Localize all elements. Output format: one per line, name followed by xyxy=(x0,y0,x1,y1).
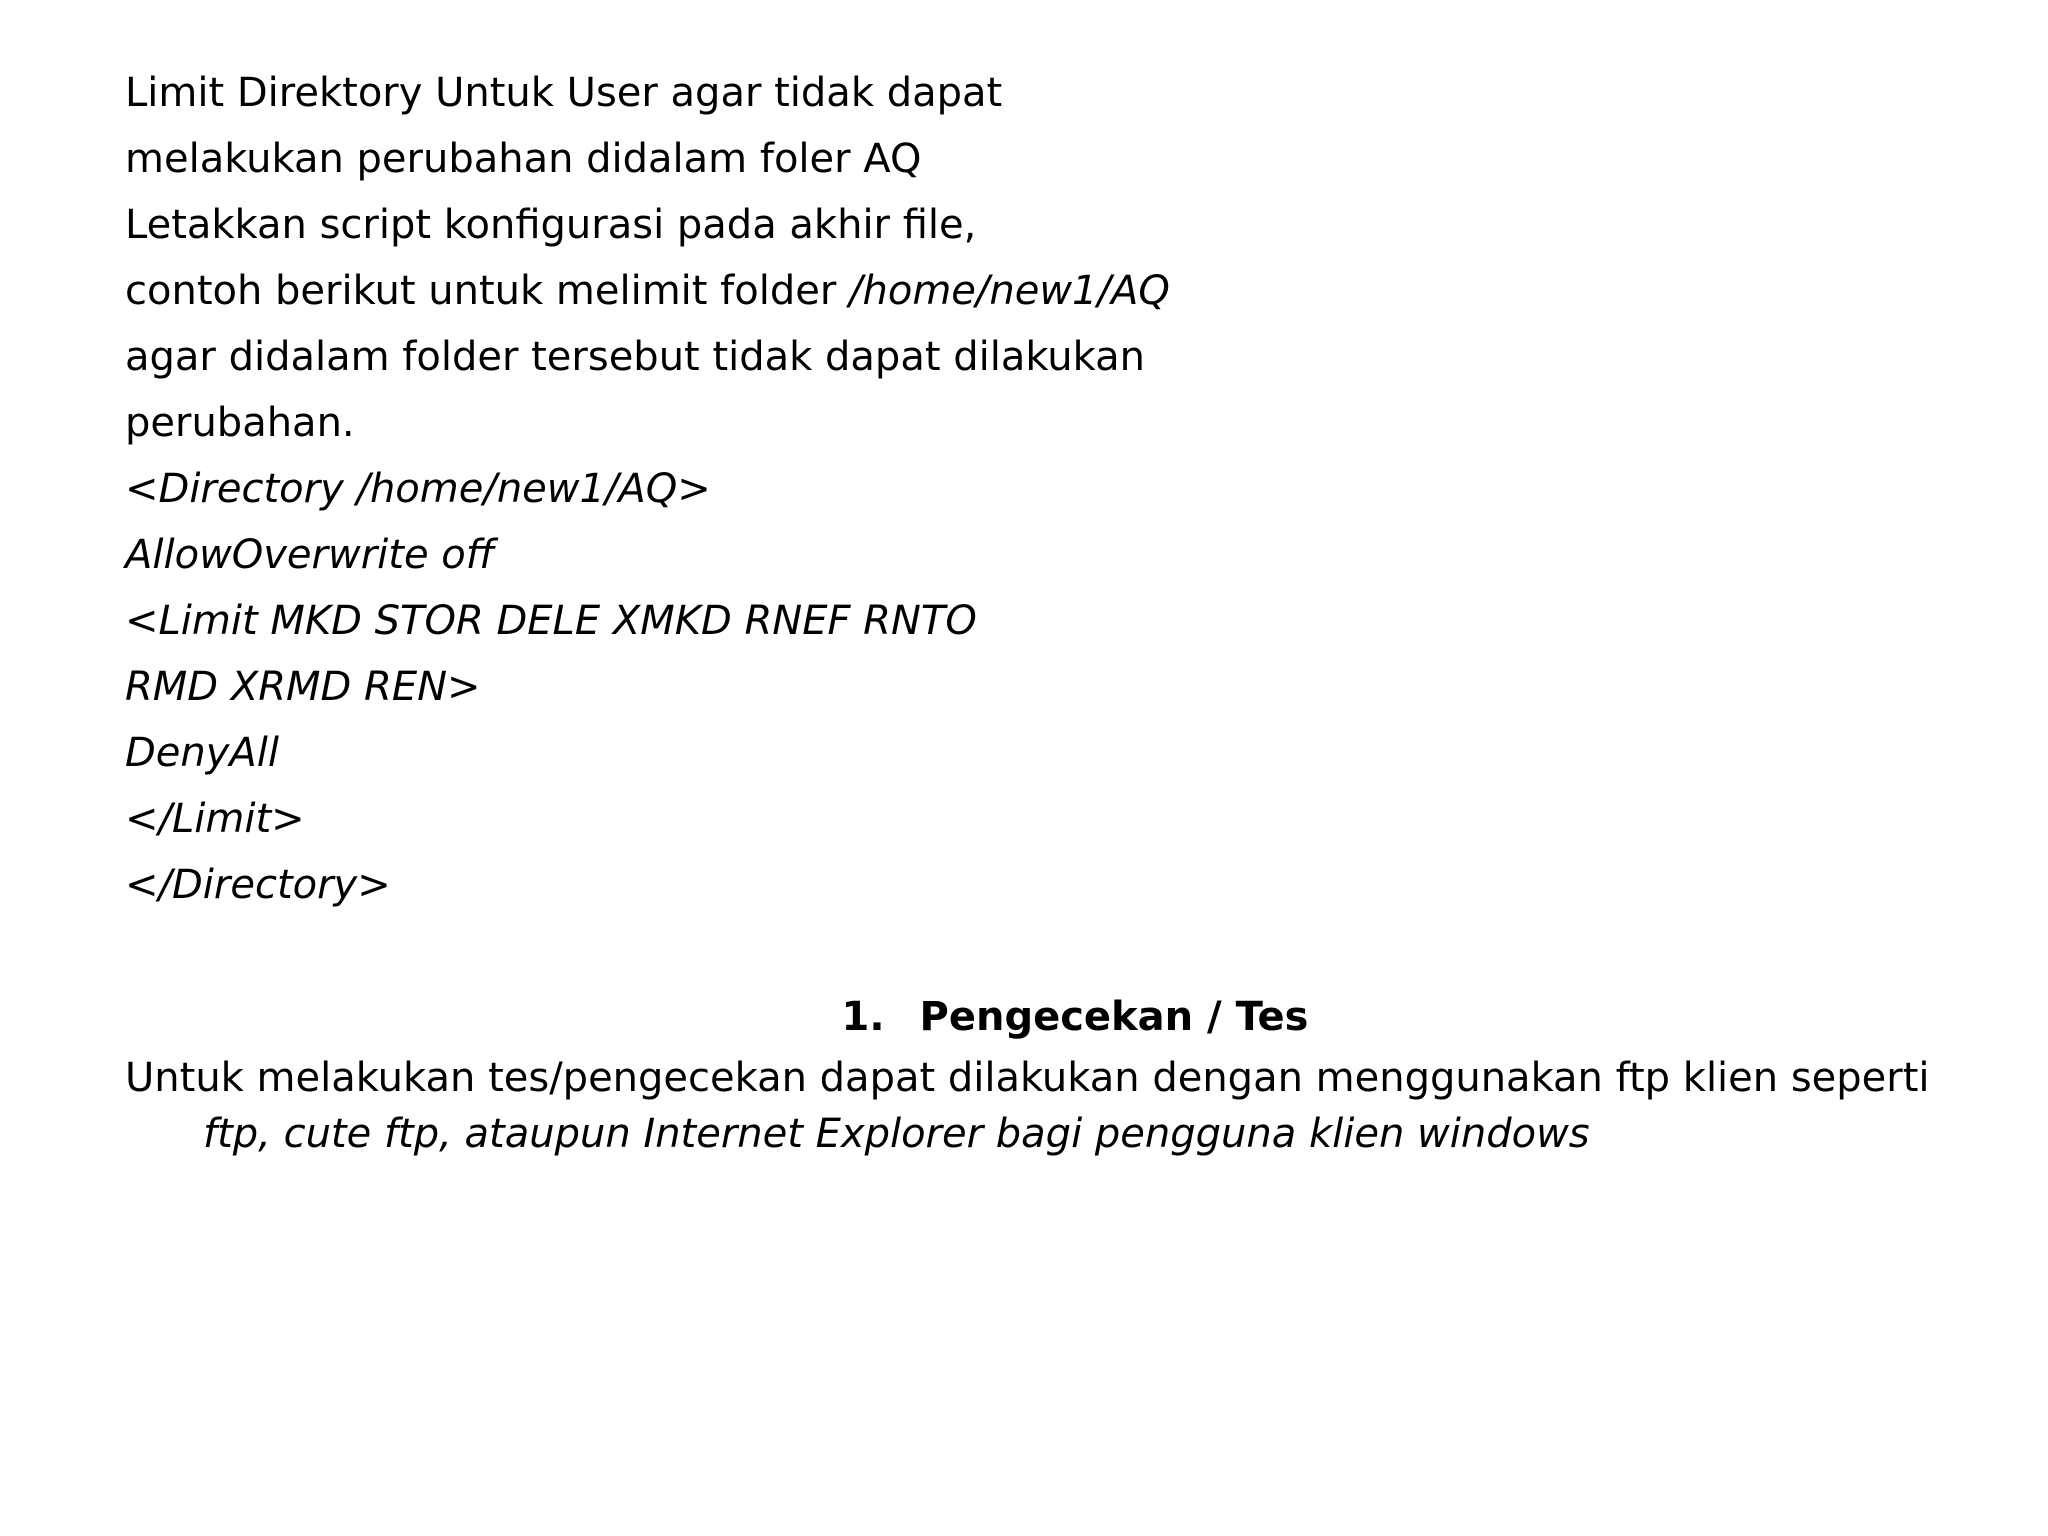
code-line-3: <Limit MKD STOR DELE XMKD RNEF RNTO xyxy=(125,598,977,644)
intro-line-4-text: contoh berikut untuk melimit folder xyxy=(125,268,850,314)
intro-line-3: Letakkan script konfigurasi pada akhir file, xyxy=(125,202,977,248)
folder-path: /home/new1/AQ xyxy=(849,268,1170,314)
intro-line-4 xyxy=(125,258,1925,324)
section-title: Pengecekan / Tes xyxy=(919,994,1309,1040)
code-line-5: DenyAll xyxy=(125,730,280,776)
body-text: Untuk melakukan tes/pengecekan dapat dilakukan dengan menggunakan ftp klien seperti xyxy=(125,1055,1930,1101)
body-client-list: ftp, cute ftp, ataupun Internet Explorer bagi pengguna klien windows xyxy=(203,1111,1590,1157)
section-heading xyxy=(125,984,1925,1050)
code-line-7: </Directory> xyxy=(125,862,391,908)
intro-line-2: melakukan perubahan didalam foler AQ xyxy=(125,136,922,182)
intro-line-5: agar didalam folder tersebut tidak dapat dilakukan xyxy=(125,334,1145,380)
code-line-2: AllowOverwrite off xyxy=(125,532,495,578)
code-line-6: </Limit> xyxy=(125,796,305,842)
intro-line-1: Limit Direktory Untuk User agar tidak dapat xyxy=(125,70,1003,116)
body-paragraph xyxy=(125,1050,1963,1162)
code-line-1: <Directory /home/new1/AQ> xyxy=(125,466,711,512)
slide-content xyxy=(125,60,1930,1162)
code-line-4: RMD XRMD REN> xyxy=(125,664,481,710)
section-number: 1. xyxy=(841,994,885,1040)
intro-line-6: perubahan. xyxy=(125,400,355,446)
